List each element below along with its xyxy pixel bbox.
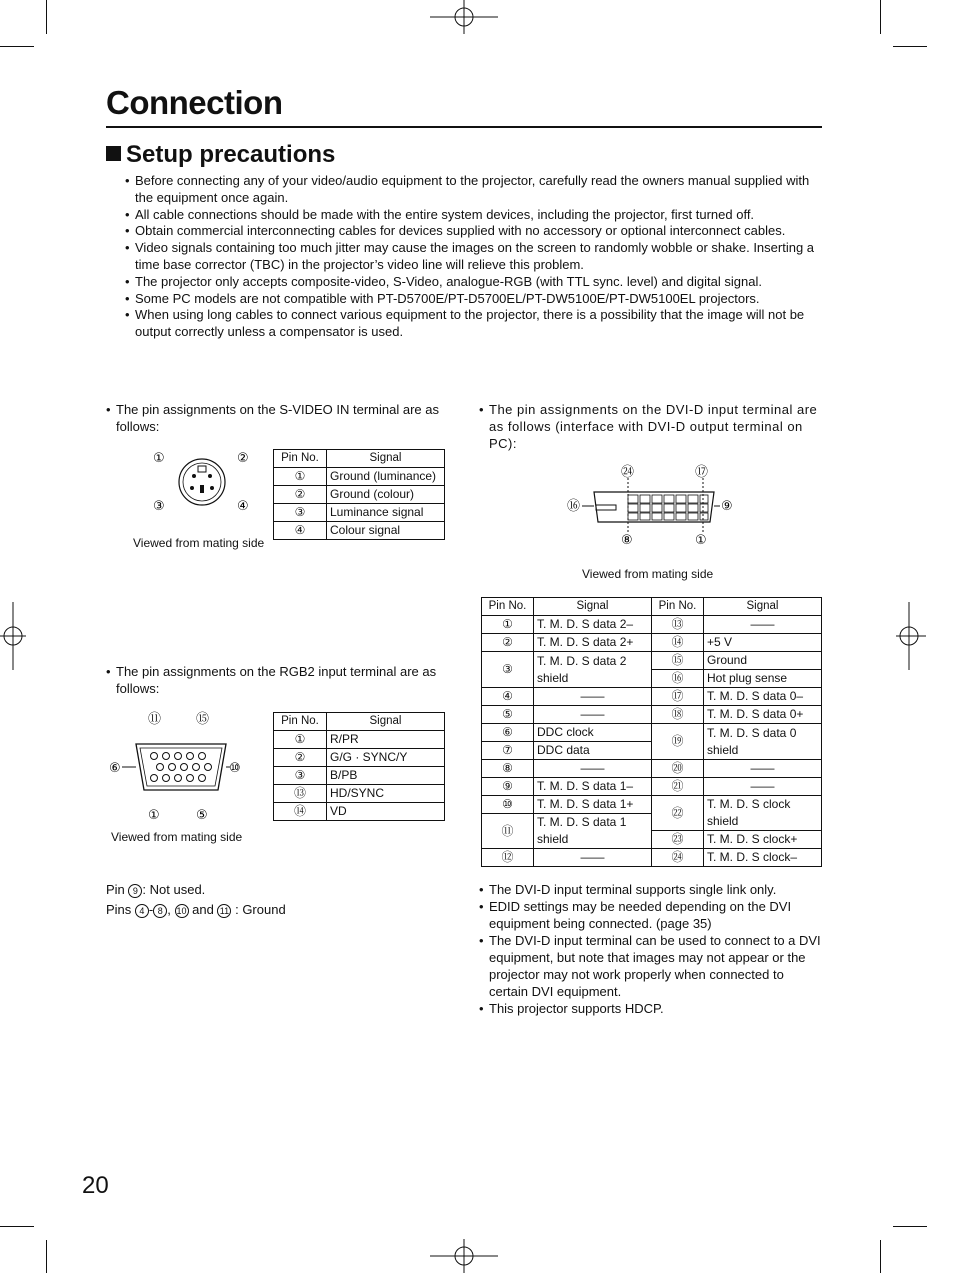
pin-cell: ⑬	[652, 616, 704, 634]
list-item: • Before connecting any of your video/audio equipment to the projector, carefully read the owners manual supplied with the equipment once again.	[125, 173, 825, 207]
signal-cell: B/PB	[327, 767, 445, 785]
pin-cell: ③	[274, 504, 327, 522]
pin-number-badge: 4	[135, 904, 149, 918]
note-text: Pin	[106, 882, 125, 897]
pin-cell: ⑩	[482, 796, 534, 814]
crop-mark	[46, 0, 47, 34]
pin-cell: ㉑	[652, 778, 704, 796]
pin-cell: ⑭	[274, 803, 327, 821]
pin-number-badge: 10	[176, 905, 187, 916]
crop-mark	[880, 1240, 881, 1273]
pin-label: ①	[695, 533, 707, 548]
registration-mark-icon	[0, 602, 26, 670]
dvi-intro: • The pin assignments on the DVI-D input terminal are as follows (interface with DVI-D output terminal on PC):	[479, 401, 829, 452]
list-item: • The DVI-D input terminal supports single link only.	[479, 881, 824, 898]
table-row	[482, 724, 822, 742]
table-row	[274, 767, 445, 785]
table-row	[274, 504, 445, 522]
column-header: Signal	[327, 713, 445, 731]
list-item: • Obtain commercial interconnecting cables for devices supplied with no accessory or optional interconnect cables.	[125, 223, 825, 240]
signal-cell: DDC data	[534, 742, 652, 760]
table-row	[274, 731, 445, 749]
signal-cell: T. M. D. S data 0+	[704, 706, 822, 724]
signal-cell: T. M. D. S data 0–	[704, 688, 822, 706]
signal-cell: HD/SYNC	[327, 785, 445, 803]
pin-cell: ②	[274, 749, 327, 767]
signal-cell: Colour signal	[327, 522, 445, 540]
crop-mark	[893, 46, 927, 47]
pin-label: ⑩	[229, 761, 241, 776]
table-row	[274, 468, 445, 486]
pin-cell: ⑲	[652, 724, 704, 760]
page-title: Connection	[106, 84, 283, 121]
column-header: Pin No.	[482, 598, 534, 616]
pin-cell: ㉔	[652, 849, 704, 867]
rgb2-note-2	[106, 901, 286, 918]
signal-cell: T. M. D. S clock+	[704, 831, 822, 849]
pin-cell: ⑧	[482, 760, 534, 778]
column-header: Pin No.	[274, 713, 327, 731]
pin-cell: ⑮	[652, 652, 704, 670]
list-item: • Some PC models are not compatible with PT-D5700E/PT-D5700EL/PT-DW5100E/PT-DW5100EL projectors.	[125, 291, 825, 308]
dvi-notes	[479, 881, 824, 1017]
signal-cell: Ground (luminance)	[327, 468, 445, 486]
table-row	[482, 796, 822, 814]
column-header: Pin No.	[274, 450, 327, 468]
empty-signal-cell: ——	[534, 849, 652, 867]
registration-mark-icon	[896, 602, 926, 670]
table-row	[274, 785, 445, 803]
pin-label: ①	[148, 808, 160, 823]
table-row	[482, 760, 822, 778]
column-header: Signal	[534, 598, 652, 616]
pin-cell: ⑦	[482, 742, 534, 760]
signal-cell: T. M. D. S data 2 shield	[534, 652, 652, 688]
pin-number-badge: 9	[128, 884, 142, 898]
list-item: • All cable connections should be made with the entire system devices, including the projector, first turned off.	[125, 207, 825, 224]
svideo-caption: Viewed from mating side	[133, 536, 265, 550]
rgb2-intro: • The pin assignments on the RGB2 input terminal are as follows:	[106, 663, 461, 697]
dvi-pin-table	[481, 597, 822, 867]
registration-mark-icon	[430, 1239, 498, 1273]
column-header: Pin No.	[652, 598, 704, 616]
section-heading	[106, 141, 335, 169]
pin-cell: ⑪	[482, 814, 534, 849]
signal-cell: DDC clock	[534, 724, 652, 742]
rgb2-connector-diagram	[106, 706, 251, 826]
svideo-connector-diagram	[145, 448, 260, 516]
table-row	[482, 706, 822, 724]
signal-cell: Luminance signal	[327, 504, 445, 522]
pin-cell: ⑱	[652, 706, 704, 724]
pin-label: ⑮	[196, 712, 210, 727]
pin-cell: ㉒	[652, 796, 704, 831]
signal-cell: VD	[327, 803, 445, 821]
signal-cell: G/G · SYNC/Y	[327, 749, 445, 767]
signal-cell: R/PR	[327, 731, 445, 749]
table-row	[482, 616, 822, 634]
empty-signal-cell: ——	[704, 760, 822, 778]
table-row	[274, 522, 445, 540]
note-text: and	[192, 902, 214, 917]
pin-label: ⑯	[567, 499, 581, 514]
pin-cell: ⑳	[652, 760, 704, 778]
empty-signal-cell: ——	[534, 760, 652, 778]
empty-signal-cell: ——	[534, 688, 652, 706]
dvi-caption: Viewed from mating side	[582, 567, 714, 581]
signal-cell: T. M. D. S data 1+	[534, 796, 652, 814]
signal-cell: T. M. D. S data 2–	[534, 616, 652, 634]
signal-cell: T. M. D. S clock shield	[704, 796, 822, 831]
pin-cell: ④	[274, 522, 327, 540]
signal-cell: +5 V	[704, 634, 822, 652]
signal-cell: Hot plug sense	[704, 670, 822, 688]
pin-cell: ①	[274, 731, 327, 749]
rgb2-caption: Viewed from mating side	[111, 830, 243, 844]
rgb2-pin-table	[273, 712, 445, 821]
pin-cell: ⑰	[652, 688, 704, 706]
empty-signal-cell: ——	[534, 706, 652, 724]
pin-cell: ①	[482, 616, 534, 634]
pin-label: ㉔	[621, 465, 635, 480]
pin-cell: ③	[274, 767, 327, 785]
crop-mark	[46, 1240, 47, 1273]
dvi-connector-diagram	[560, 462, 745, 550]
precautions-list	[125, 173, 825, 341]
pin-cell: ①	[274, 468, 327, 486]
pin-label: ⑥	[109, 761, 121, 776]
pin-number-badge: 8	[153, 904, 167, 918]
column-header: Signal	[327, 450, 445, 468]
table-row	[482, 849, 822, 867]
note-text: : Not used.	[142, 882, 206, 897]
table-row	[274, 749, 445, 767]
section-heading-text: Setup precautions	[126, 141, 336, 168]
signal-cell: Ground (colour)	[327, 486, 445, 504]
pin-cell: ⑥	[482, 724, 534, 742]
empty-signal-cell: ——	[704, 616, 822, 634]
table-row	[274, 803, 445, 821]
pin-label: ③	[153, 499, 165, 514]
signal-cell: T. M. D. S data 0 shield	[704, 724, 822, 760]
list-item: • The DVI-D input terminal can be used to connect to a DVI equipment, but note that images may not appear or the projector may not work properly when connected to certain DVI equipment.	[479, 932, 824, 1000]
signal-cell: T. M. D. S data 1–	[534, 778, 652, 796]
rgb2-note-1	[106, 881, 205, 898]
pin-cell: ⑯	[652, 670, 704, 688]
table-row	[482, 778, 822, 796]
crop-mark	[0, 1226, 34, 1227]
pin-cell: ⑨	[482, 778, 534, 796]
signal-cell: Ground	[704, 652, 822, 670]
pin-cell: ②	[274, 486, 327, 504]
pin-cell: ⑫	[482, 849, 534, 867]
note-text: : Ground	[235, 902, 286, 917]
page-number: 20	[82, 1172, 109, 1199]
table-row	[482, 652, 822, 670]
svideo-intro: • The pin assignments on the S-VIDEO IN terminal are as follows:	[106, 401, 461, 435]
table-row	[482, 688, 822, 706]
square-bullet-icon	[106, 146, 121, 161]
table-row	[482, 634, 822, 652]
table-row	[274, 486, 445, 504]
pin-cell: ⑬	[274, 785, 327, 803]
pin-cell: ㉓	[652, 831, 704, 849]
list-item: • EDID settings may be needed depending on the DVI equipment being connected. (page 35)	[479, 898, 824, 932]
pin-cell: ②	[482, 634, 534, 652]
pin-label: ⑰	[695, 465, 709, 480]
list-item: • Video signals containing too much jitter may cause the images on the screen to randomly wobble or shake. Inserting a time base corrector (TBC) in the projector’s video line will relieve this problem.	[125, 240, 825, 274]
crop-mark	[0, 46, 34, 47]
title-rule	[106, 126, 822, 128]
pin-label: ④	[237, 499, 249, 514]
pin-cell: ④	[482, 688, 534, 706]
pin-label: ⑤	[196, 808, 208, 823]
pin-cell: ⑤	[482, 706, 534, 724]
list-item: • This projector supports HDCP.	[479, 1000, 824, 1017]
crop-mark	[893, 1226, 927, 1227]
crop-mark	[880, 0, 881, 34]
pin-label: ⑪	[148, 712, 162, 727]
column-header: Signal	[704, 598, 822, 616]
signal-cell: T. M. D. S clock–	[704, 849, 822, 867]
registration-mark-icon	[430, 0, 498, 34]
signal-cell: T. M. D. S data 1 shield	[534, 814, 652, 849]
pin-label: ⑨	[721, 499, 733, 514]
note-text: Pins	[106, 902, 132, 917]
signal-cell: T. M. D. S data 2+	[534, 634, 652, 652]
pin-label: ①	[153, 451, 165, 466]
note-text: -	[148, 902, 154, 917]
pin-label: ②	[237, 451, 249, 466]
pin-cell: ⑭	[652, 634, 704, 652]
empty-signal-cell: ——	[704, 778, 822, 796]
pin-cell: ③	[482, 652, 534, 688]
svideo-pin-table	[273, 449, 445, 540]
note-text: ,	[167, 902, 171, 917]
pin-label: ⑧	[621, 533, 633, 548]
list-item: • The projector only accepts composite-video, S-Video, analogue-RGB (with TTL sync. level) and digital signal.	[125, 274, 825, 291]
pin-number-badge: 11	[217, 904, 231, 918]
list-item: • When using long cables to connect various equipment to the projector, there is a possibility that the image will not be output correctly unless a compensator is used.	[125, 307, 825, 341]
